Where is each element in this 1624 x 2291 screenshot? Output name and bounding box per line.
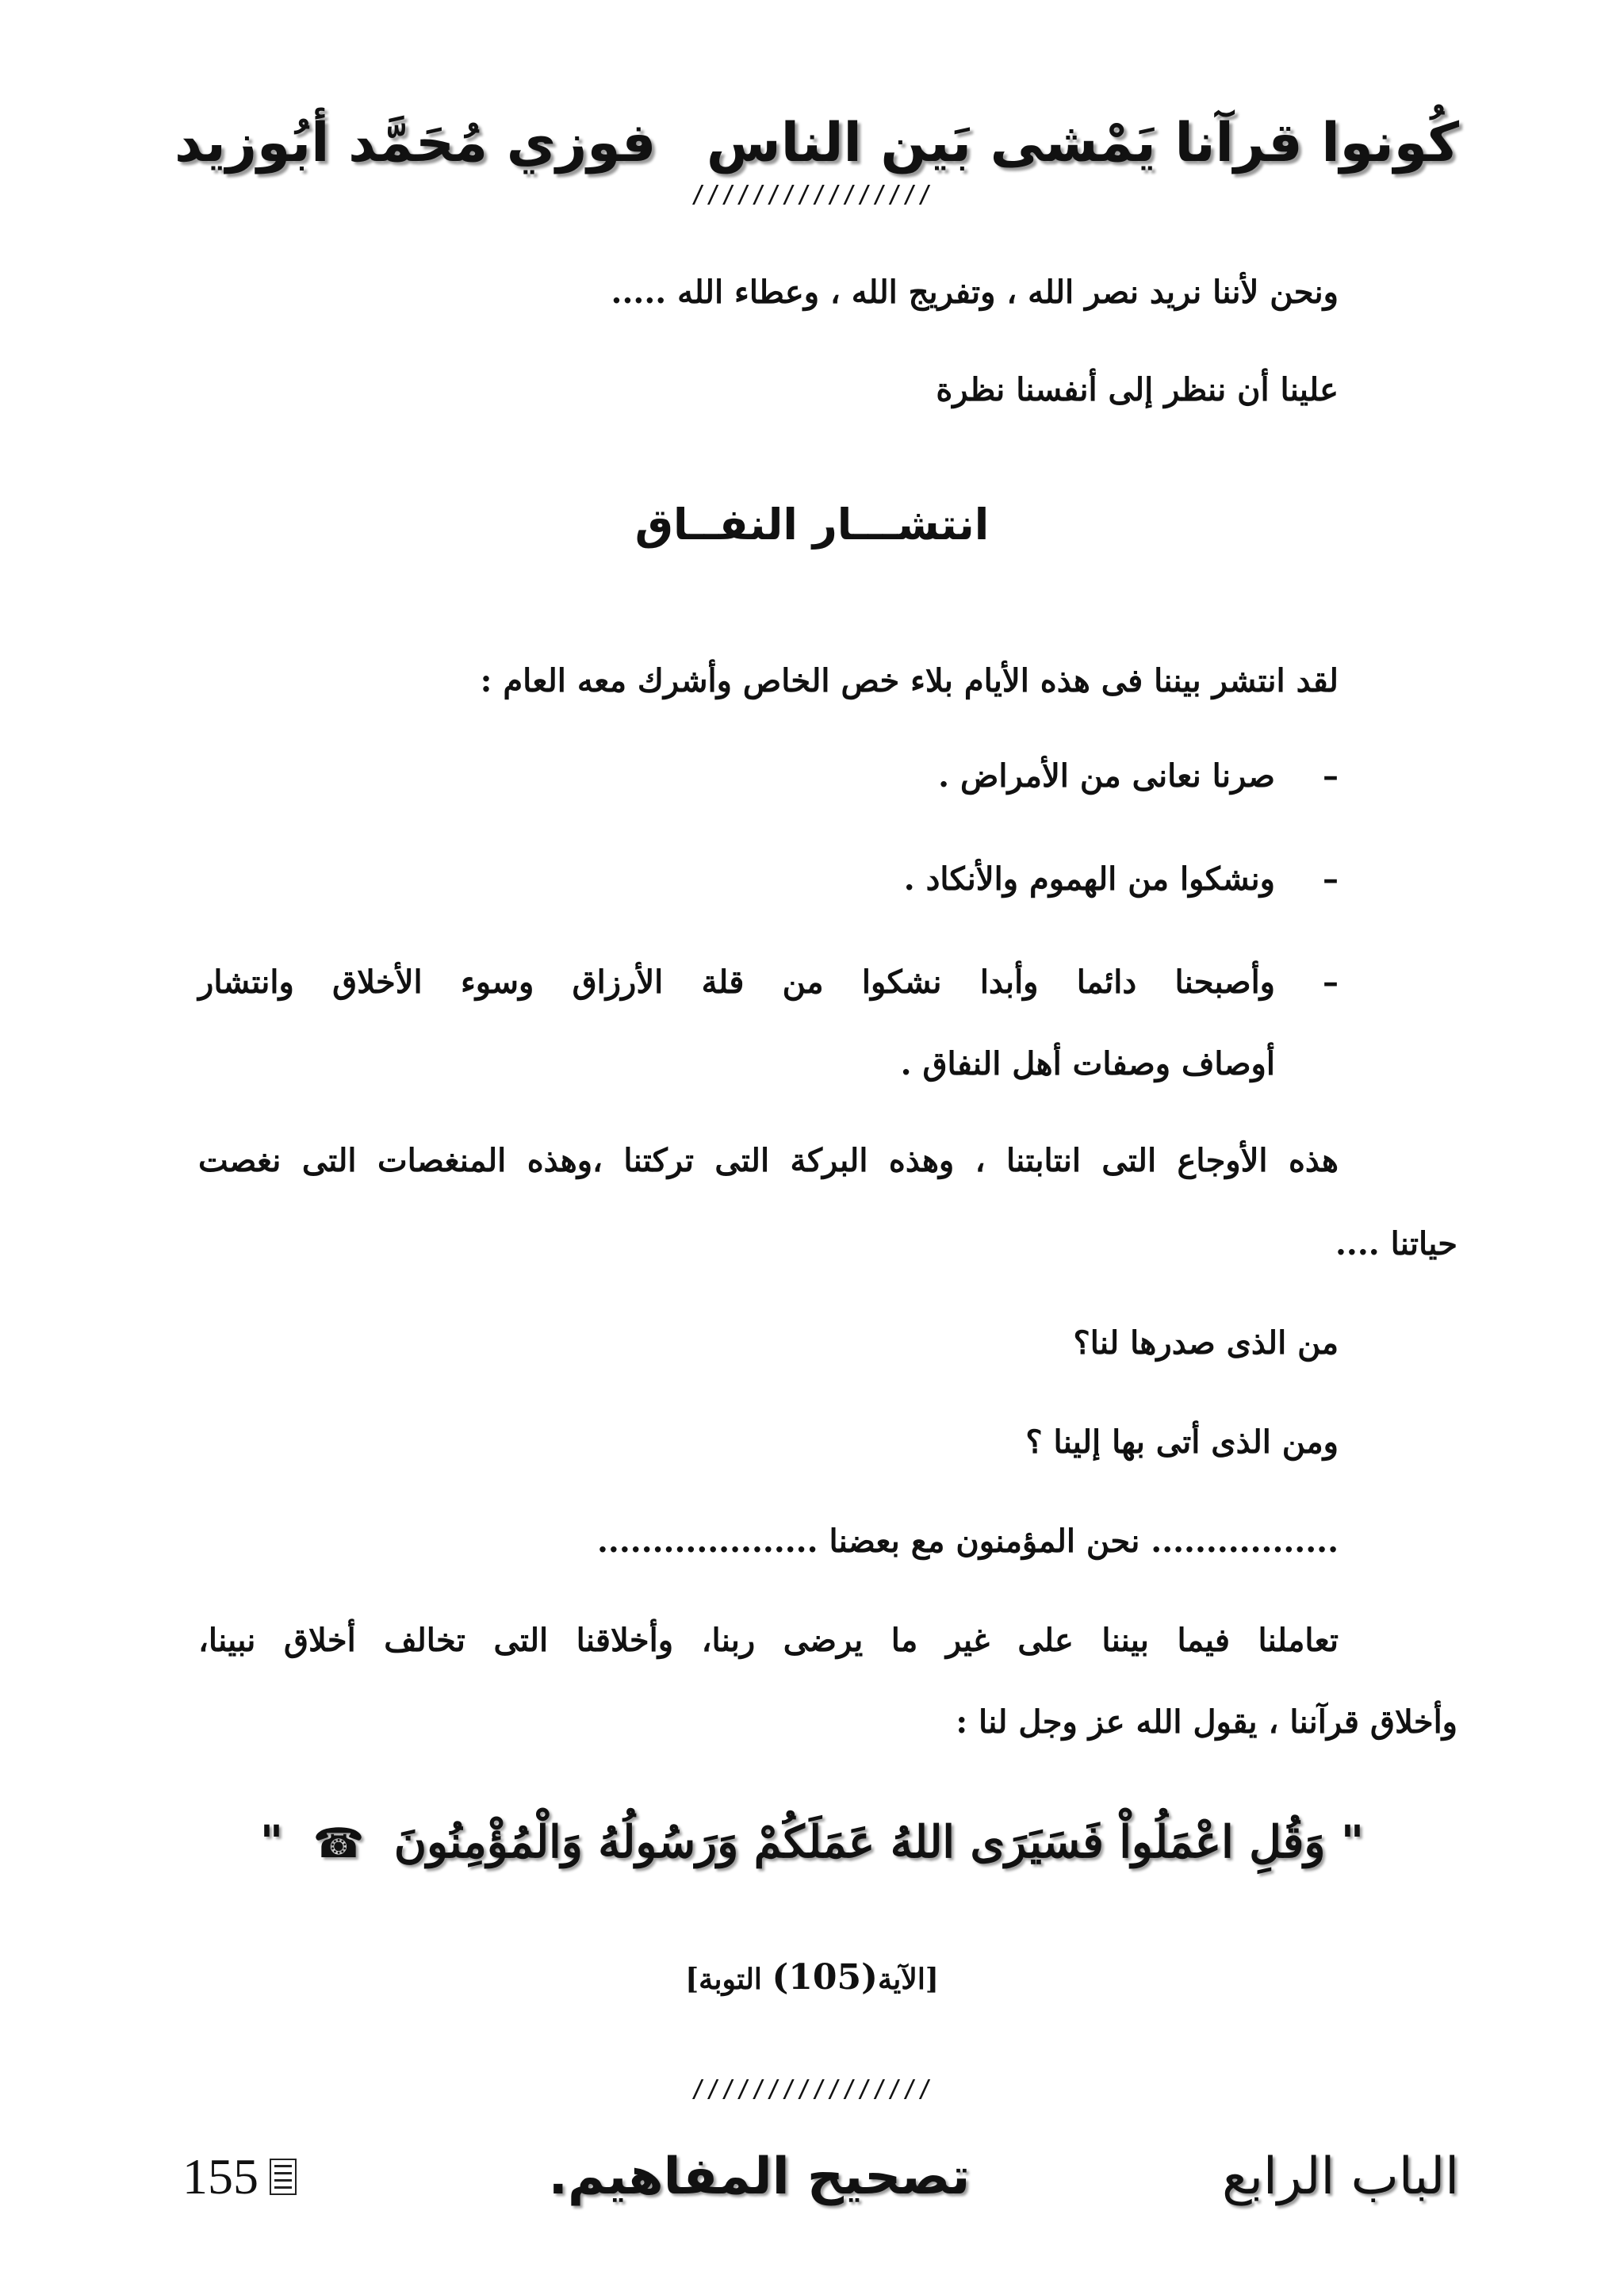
phone-icon: ☎ [312, 1820, 365, 1868]
bullet-item [198, 964, 1339, 1001]
verse-open-quote: " [1340, 1816, 1365, 1868]
document-icon [270, 2159, 297, 2195]
chapter-title: تصحيح المفاهيم. [548, 2147, 971, 2206]
bullet-item [938, 757, 1339, 795]
section-title: انتشـــار النفــاق [634, 500, 990, 550]
paragraph-2-line-2: حياتنا .... [1335, 1225, 1457, 1262]
intro-line-1: ونحن لأننا نريد نصر الله ، وتفريج الله ، وعطاء الله ..... [611, 274, 1339, 311]
paragraph-3-line-1: تعاملنا فيما بيننا على غير ما يرضى ربنا، وأخلاقنا التى تخالف أخلاق نبينا، [198, 1622, 1339, 1659]
chapter-label: الباب الرابع [1222, 2147, 1459, 2206]
bullet-text: ونشكوا من الهموم والأنكاد . [903, 860, 1275, 898]
intro-line-2: علينا أن ننظر إلى أنفسنا نظرة [936, 371, 1339, 408]
page-number: 155 [182, 2148, 259, 2205]
book-title: كُونوا قرآنا يَمْشى بَين الناس [706, 111, 1459, 174]
page-header [174, 95, 1459, 190]
question-2: ومن الذى أتى بها إلينا ؟ [1025, 1423, 1339, 1461]
bullet-dash: – [1323, 860, 1339, 898]
quran-verse [0, 1816, 1624, 1868]
paragraph-3-line-2: وأخلاق قرآننا ، يقول الله عز وجل لنا : [956, 1703, 1457, 1741]
bullet-item [904, 860, 1339, 898]
bullet-text: وأصبحنا دائما وأبدا نشكوا من قلة الأرزاق وسوء الأخلاق وانتشار [198, 964, 1275, 1001]
bullet-dash: – [1323, 757, 1339, 795]
reference-open: [الآية [877, 1963, 939, 1996]
verse-text: وَقُلِ اعْمَلُواْ فَسَيَرَى اللهُ عَمَلَكُمْ وَرَسُولُهُ وَالْمُؤْمِنُونَ [393, 1816, 1326, 1868]
page-number-block [182, 2147, 297, 2206]
verse-reference [0, 1957, 1624, 1998]
verse-close-quote: " [259, 1816, 284, 1868]
answer-line: ................. نحن المؤمنون مع بعضنا .................... [597, 1523, 1339, 1560]
bottom-divider: //////////////// [691, 2075, 933, 2103]
top-divider: //////////////// [691, 181, 933, 209]
paragraph-2-line-1: هذه الأوجاع التى انتابتنا ، وهذه البركة التى تركتنا ،وهذه المنغصات التى نغصت [198, 1142, 1339, 1179]
reference-close: التوبة] [685, 1963, 762, 1996]
bullet-continuation: أوصاف وصفات أهل النفاق . [900, 1045, 1275, 1082]
paragraph-1: لقد انتشر بيننا فى هذه الأيام بلاء خص الخاص وأشرك معه العام : [480, 662, 1339, 699]
page-footer [182, 2133, 1459, 2220]
author-name: فوزي مُحَمَّد أبُوزيد [174, 111, 657, 174]
question-1: من الذى صدرها لنا؟ [1073, 1324, 1339, 1362]
reference-number: (105) [772, 1957, 878, 1998]
bullet-text: صرنا نعانى من الأمراض . [938, 757, 1275, 795]
bullet-dash: – [1323, 964, 1339, 1001]
